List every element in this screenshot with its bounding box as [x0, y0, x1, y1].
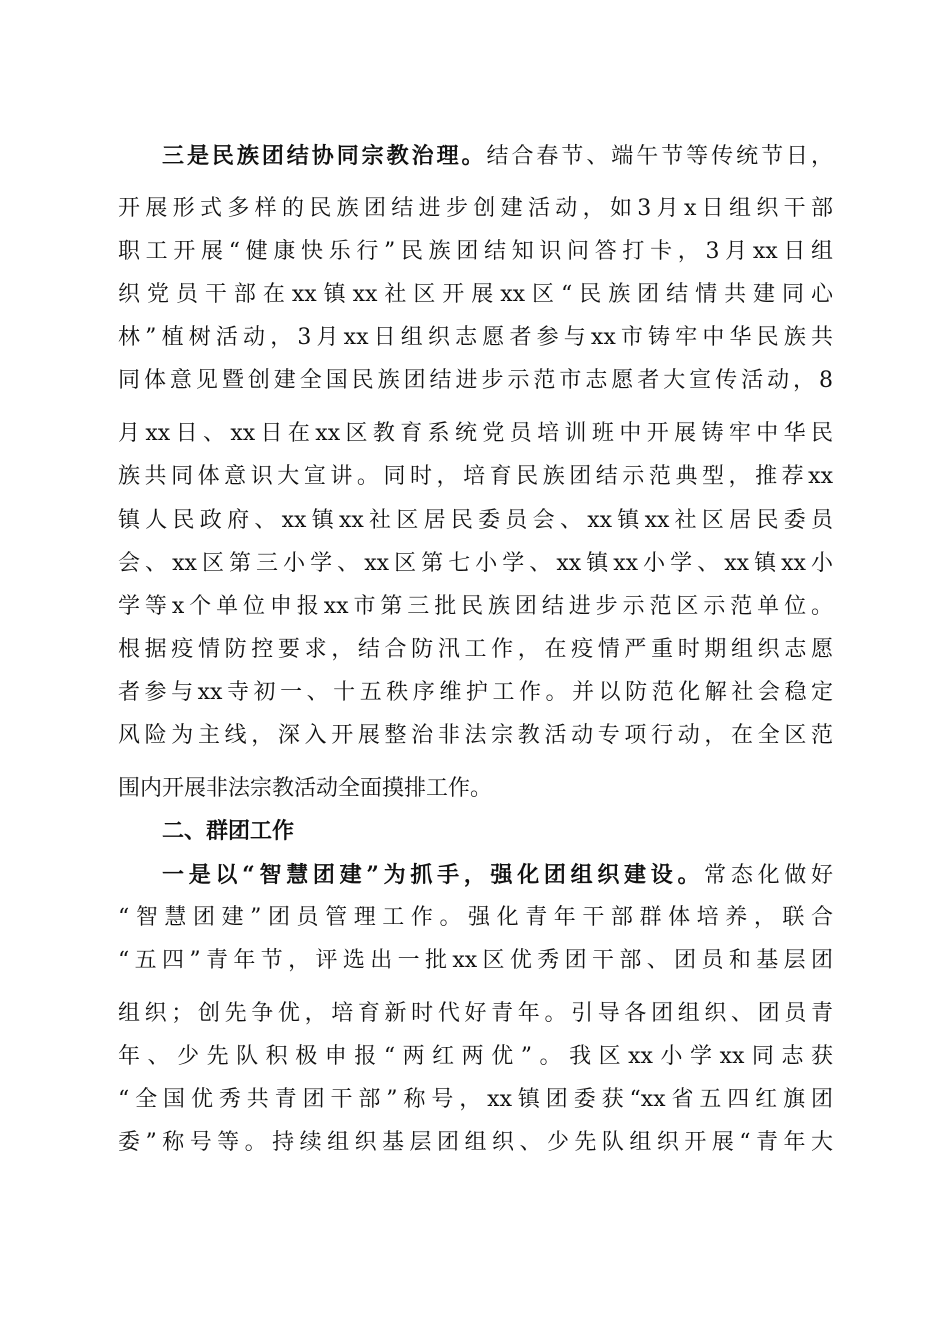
paragraph-2-line-6: “全国优秀共青团干部”称号，xx镇团委获“xx省五四红旗团	[118, 1087, 833, 1112]
paragraph-1-line-10: 会、xx区第三小学、xx区第七小学、xx镇xx小学、xx镇xx小	[118, 551, 833, 576]
paragraph-1-line-11: 学等x个单位申报xx市第三批民族团结进步示范区示范单位。	[118, 594, 833, 619]
paragraph-1-line-5: 林”植树活动，3月xx日组织志愿者参与xx市铸牢中华民族共	[118, 325, 833, 350]
paragraph-1-line-1-text: 结合春节、端午节等传统节日，	[486, 144, 833, 169]
paragraph-1-line-7: 月xx日、xx日在xx区教育系统党员培训班中开展铸牢中华民	[118, 421, 833, 446]
paragraph-1-line-12: 根据疫情防控要求，结合防汛工作，在疫情严重时期组织志愿	[118, 637, 833, 662]
paragraph-1-line-9: 镇人民政府、xx镇xx社区居民委员会、xx镇xx社区居民委员	[118, 508, 833, 533]
paragraph-1-line-8: 族共同体意识大宣讲。同时，培育民族团结示范典型，推荐xx	[118, 464, 833, 489]
paragraph-1-line-15: 围内开展非法宗教活动全面摸排工作。	[118, 776, 493, 801]
section-heading: 二、群团工作	[162, 819, 295, 844]
paragraph-1-line-1	[162, 134, 833, 178]
paragraph-2-line-1-text: 常态化做好	[704, 863, 833, 888]
paragraph-2-line-2: “智慧团建”团员管理工作。强化青年干部群体培养，联合	[118, 905, 833, 930]
paragraph-1-line-2: 开展形式多样的民族团结进步创建活动，如3月x日组织干部	[118, 196, 833, 221]
paragraph-2-line-3: “五四”青年节，评选出一批xx区优秀团干部、团员和基层团	[118, 948, 833, 973]
paragraph-2-line-7: 委”称号等。持续组织基层团组织、少先队组织开展“青年大	[118, 1130, 833, 1155]
paragraph-2-lead: 一是以“智慧团建”为抓手，强化团组织建设。	[162, 862, 705, 888]
paragraph-1-line-4: 织党员干部在xx镇xx社区开展xx区“民族团结情共建同心	[118, 282, 833, 307]
paragraph-2-line-4: 组织；创先争优，培育新时代好青年。引导各团组织、团员青	[118, 1001, 833, 1026]
paragraph-1-line-13: 者参与xx寺初一、十五秩序维护工作。并以防范化解社会稳定	[118, 680, 833, 705]
paragraph-2-line-5: 年、少先队积极申报“两红两优”。我区xx小学xx同志获	[118, 1044, 833, 1069]
paragraph-1-line-14: 风险为主线，深入开展整治非法宗教活动专项行动，在全区范	[118, 723, 833, 748]
paragraph-2-line-1	[162, 853, 833, 897]
paragraph-1-line-6: 同体意见暨创建全国民族团结进步示范市志愿者大宣传活动，8	[118, 368, 833, 393]
paragraph-1-line-3: 职工开展“健康快乐行”民族团结知识问答打卡，3月xx日组	[118, 239, 833, 264]
paragraph-1-lead: 三是民族团结协同宗教治理。	[162, 143, 487, 169]
